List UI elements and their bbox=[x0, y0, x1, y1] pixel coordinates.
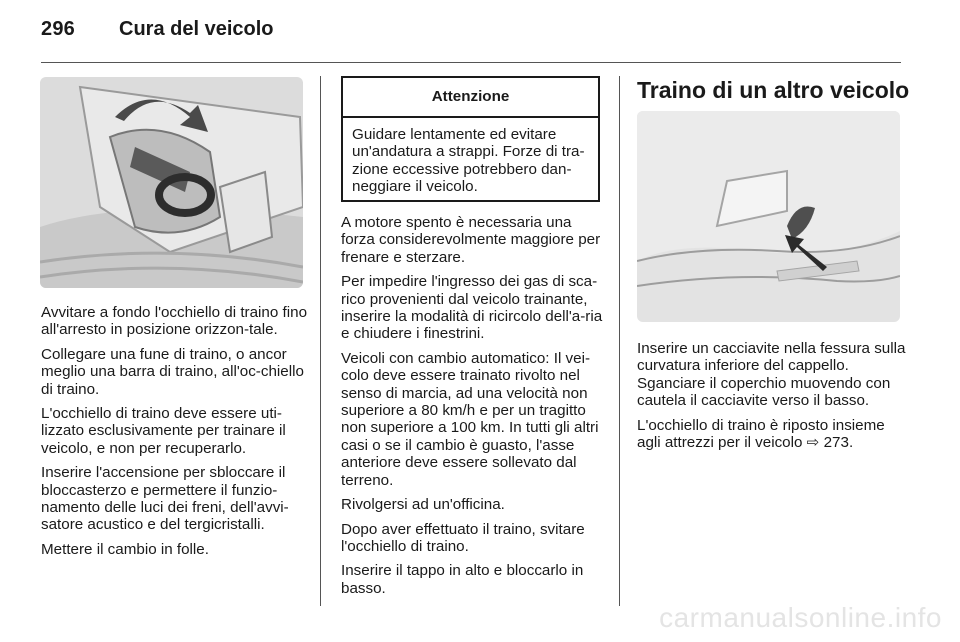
paragraph: Inserire il tappo in alto e bloccarlo in basso. bbox=[341, 562, 584, 597]
column-divider-right bbox=[619, 76, 620, 606]
section-heading: Traino di un altro veicolo bbox=[637, 77, 910, 103]
paragraph: Rivolgersi ad un'officina. bbox=[341, 496, 505, 514]
section-title: Cura del veicolo bbox=[119, 18, 274, 40]
left-column bbox=[41, 304, 311, 565]
bumper-cover-illustration bbox=[637, 111, 900, 322]
paragraph: Veicoli con cambio automatico: Il vei-colo deve essere trainato rivolto nel senso di marcia, ad una velocità non superiore a 80 km/h e per un tragitto non superiore a 100 km. In tutti gli altri casi o se il cambio è guasto, l'asse anteriore deve essere sollevato dal terreno. bbox=[341, 349, 599, 489]
bumper-cover-drawing bbox=[637, 111, 900, 322]
paragraph: Inserire l'accensione per sbloccare il bloccasterzo e permettere il funzio-namento delle luci dei freni, dell'avvi-satore acustico e del tergicristalli. bbox=[41, 464, 289, 534]
watermark: carmanualsonline.info bbox=[659, 602, 942, 633]
paragraph: Inserire un cacciavite nella fessura sulla curvatura inferiore del cappello. Sganciare il coperchio muovendo con cautela il cacciavite verso il basso. bbox=[637, 340, 906, 410]
warning-text: Guidare lentamente ed evitare un'andatura a strappi. Forze di tra-zione eccessive potrebbero dan-neggiare il veicolo. bbox=[352, 126, 585, 196]
warning-box bbox=[341, 76, 600, 202]
paragraph: L'occhiello di traino deve essere uti-lizzato esclusivamente per trainare il veicolo, e non per recuperarlo. bbox=[41, 405, 286, 457]
paragraph: Collegare una fune di traino, o ancor meglio una barra di traino, all'oc-chiello di traino. bbox=[41, 345, 304, 398]
middle-column bbox=[341, 214, 607, 604]
towing-eye-illustration bbox=[40, 77, 303, 288]
warning-title: Attenzione bbox=[343, 78, 598, 118]
page-number: 296 bbox=[41, 18, 75, 40]
towing-eye-drawing bbox=[40, 77, 303, 288]
paragraph: Avvitare a fondo l'occhiello di traino fino all'arresto in posizione orizzon-tale. bbox=[41, 304, 308, 339]
paragraph: Mettere il cambio in folle. bbox=[41, 540, 209, 558]
right-column bbox=[637, 340, 907, 458]
column-divider-left bbox=[320, 76, 321, 606]
paragraph: Dopo aver effettuato il traino, svitare l'occhiello di traino. bbox=[341, 520, 585, 555]
paragraph: A motore spento è necessaria una forza considerevolmente maggiore per frenare e sterzare. bbox=[341, 214, 601, 266]
paragraph: L'occhiello di traino è riposto insieme agli attrezzi per il veicolo ⇨ 273. bbox=[637, 416, 885, 452]
paragraph: Per impedire l'ingresso dei gas di sca-rico provenienti dal veicolo trainante, inserire la modalità di ricircolo dell'a-ria e chiudere i finestrini. bbox=[341, 273, 603, 343]
header-rule bbox=[41, 62, 901, 63]
